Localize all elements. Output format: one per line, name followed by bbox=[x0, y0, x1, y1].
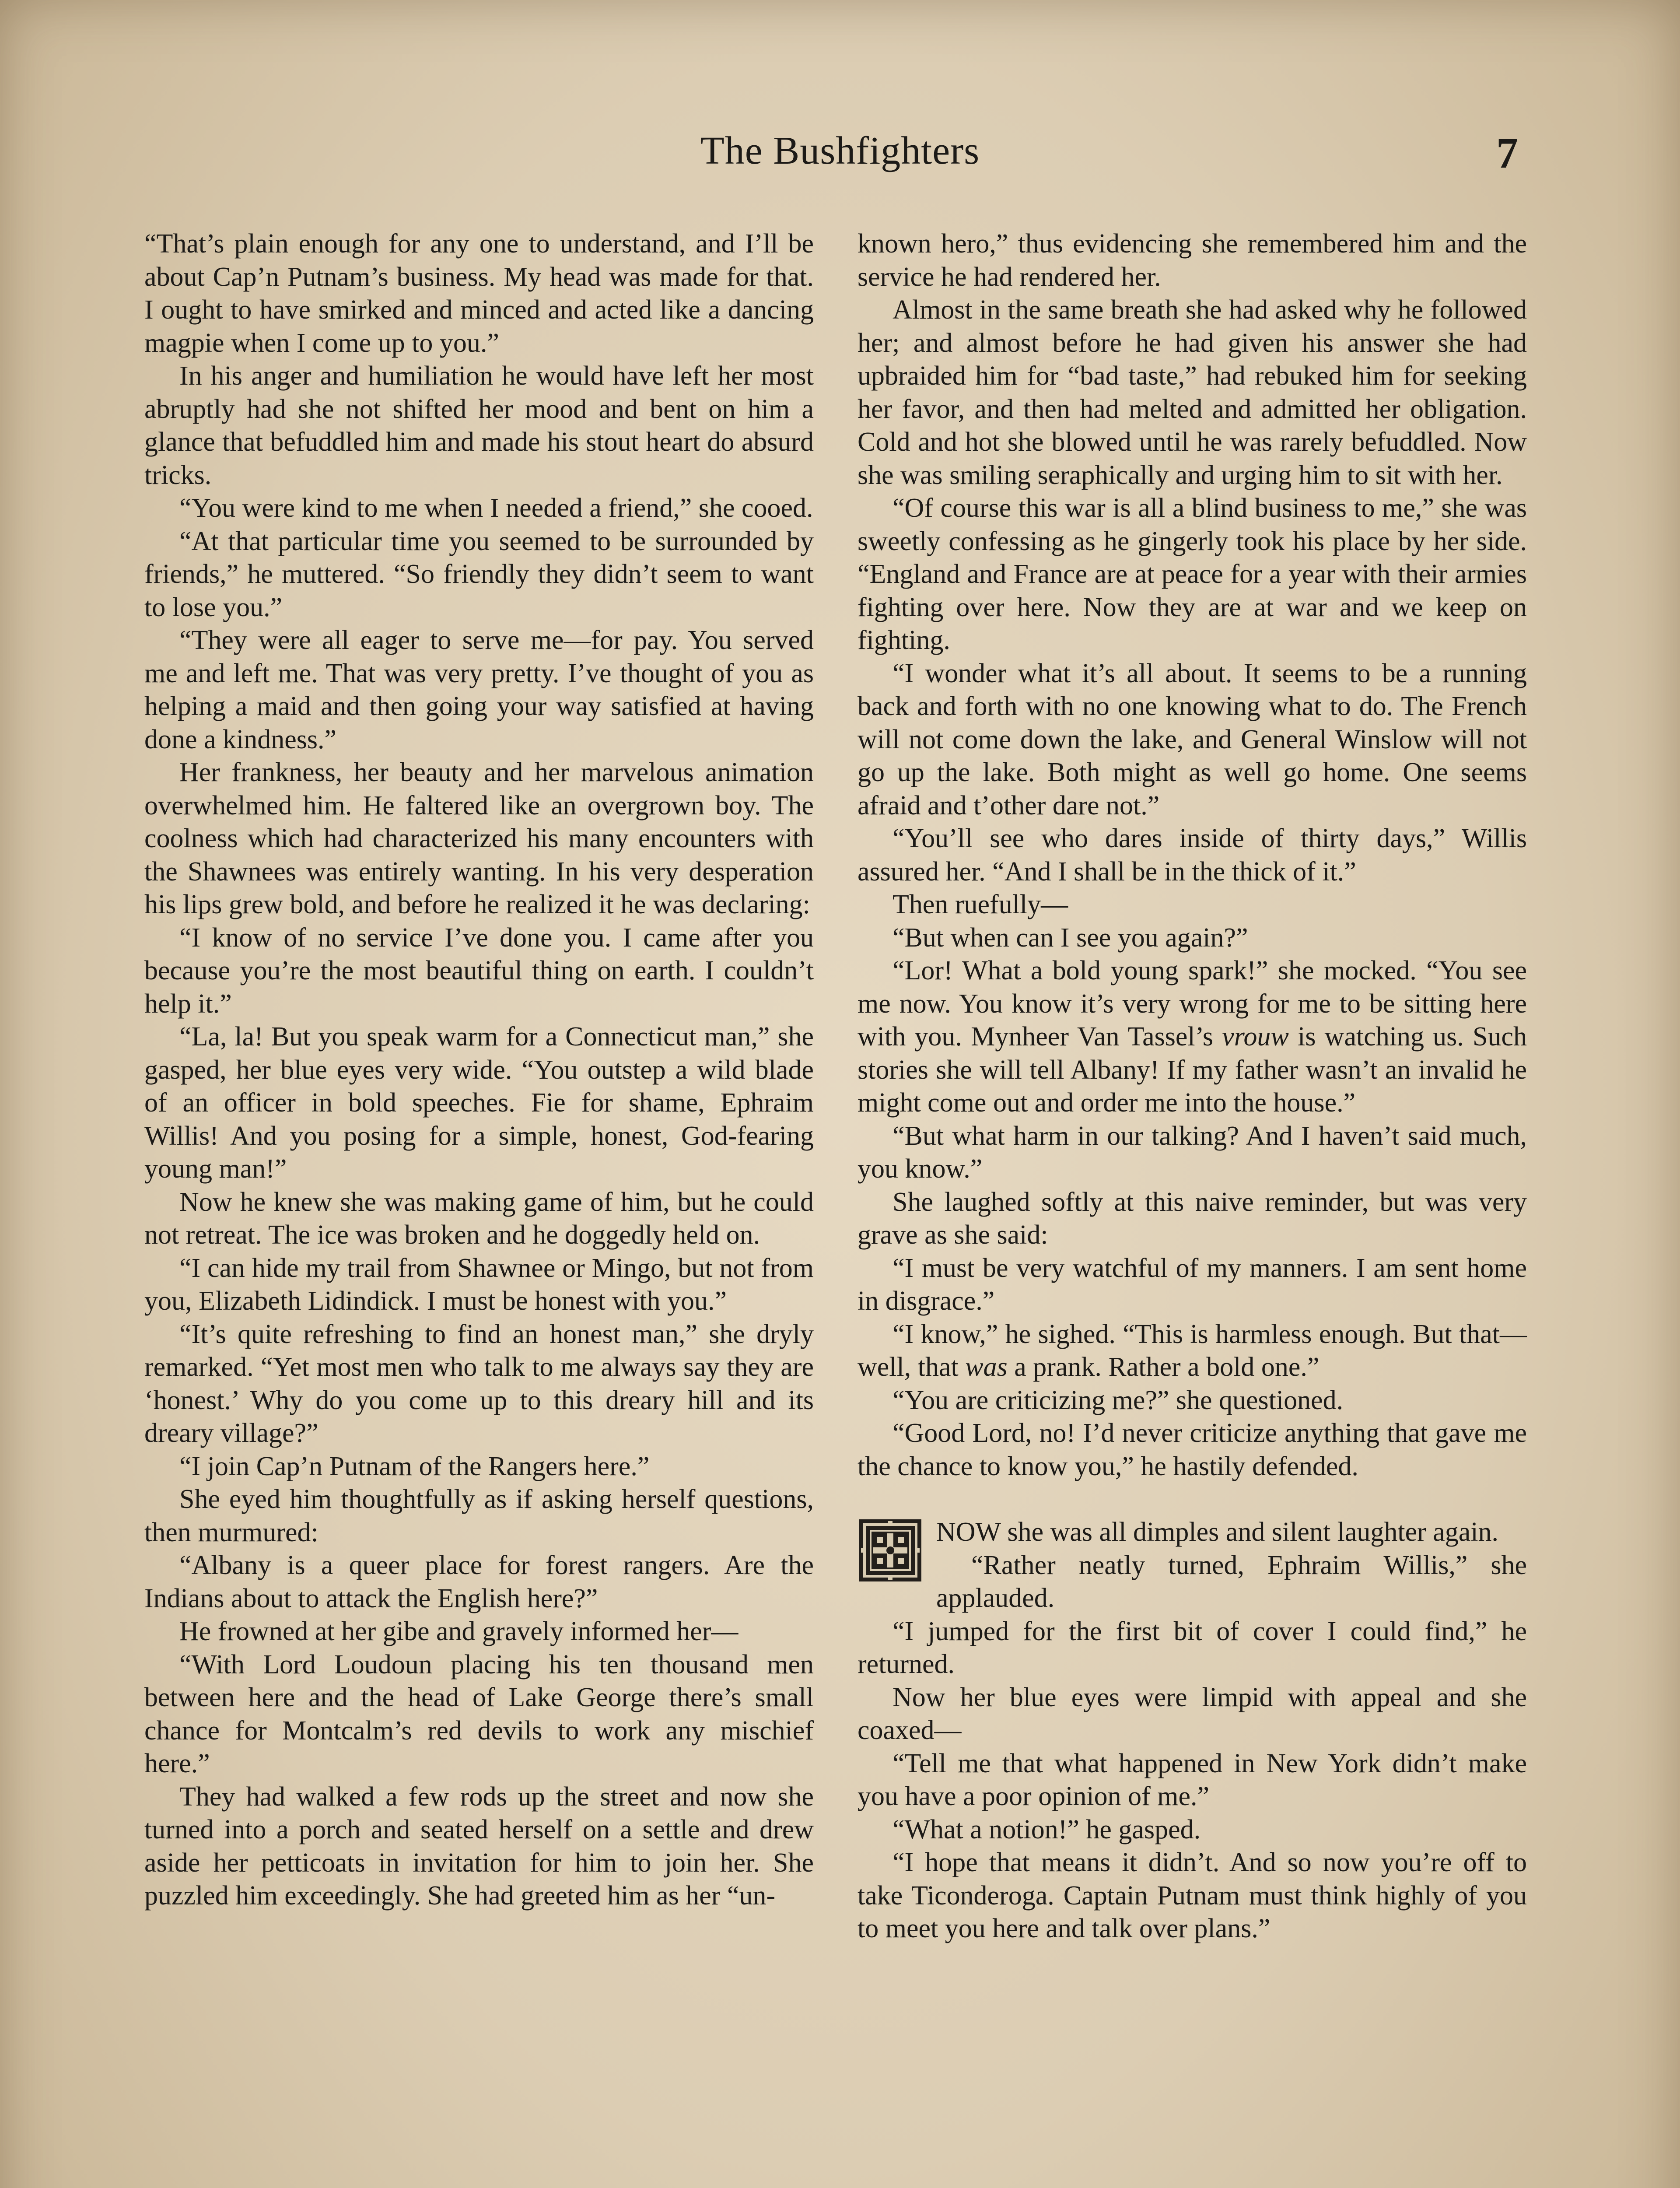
paragraph: “I wonder what it’s all about. It seems to be a running back and forth with no one knowing what to do. The French will not come down the lake, and General Winslow will not go up the lake. Both might as well go home. One seems afraid and t’other dare not.” bbox=[858, 658, 1527, 820]
paragraph bbox=[858, 954, 1527, 1120]
paragraph: “Rather neatly turned, Ephraim Willis,” she applauded. bbox=[936, 1550, 1527, 1613]
paragraph: “I hope that means it didn’t. And so now you’re off to take Ticonderoga. Captain Putnam must think highly of you to meet you here and talk over plans.” bbox=[858, 1848, 1527, 1943]
paragraph: “You’ll see who dares inside of thirty days,” Willis assured her. “And I shall be in the thick of it.” bbox=[858, 824, 1527, 887]
paragraph: “But what harm in our talking? And I haven’t said much, you know.” bbox=[858, 1121, 1527, 1184]
paragraph: “I can hide my trail from Shawnee or Mingo, but not from you, Elizabeth Lidindick. I must be honest with you.” bbox=[144, 1253, 814, 1316]
paragraph: “You were kind to me when I needed a friend,” she cooed. bbox=[179, 493, 813, 523]
paragraph: known hero,” thus evidencing she remembered him and the service he had rendered her. bbox=[858, 229, 1527, 292]
paragraph: “At that particular time you seemed to be surrounded by friends,” he muttered. “So friendly they didn’t seem to want to lose you.” bbox=[144, 526, 814, 622]
text-run: is watching us. Such stories she will tell Albany! If my father wasn’t an invalid he might come out and order me into the house.” bbox=[858, 1022, 1527, 1118]
paragraph: “That’s plain enough for any one to understand, and I’ll be about Cap’n Putnam’s business. My head was made for that. I ought to have smirked and minced and acted like a dancing magpie when I come up to you.” bbox=[144, 229, 814, 358]
paragraph: She laughed softly at this naive reminder, but was very grave as she said: bbox=[858, 1187, 1527, 1250]
paragraph: Then ruefully— bbox=[892, 890, 1068, 919]
paragraph: They had walked a few rods up the street and now she turned into a porch and seated herself on a settle and drew aside her petticoats in invitation for him to join her. She puzzled him exceedingly. She had greeted him as her “un- bbox=[144, 1781, 814, 1911]
paragraph: In his anger and humiliation he would have left her most abruptly had she not shifted her mood and bent on him a glance that befuddled him and made his stout heart do absurd tricks. bbox=[144, 361, 814, 490]
paragraph: Now he knew she was making game of him, but he could not retreat. The ice was broken and he doggedly held on. bbox=[144, 1187, 814, 1250]
paragraph: Now her blue eyes were limpid with appeal and she coaxed— bbox=[858, 1682, 1527, 1745]
paragraph: “I must be very watchful of my manners. I am sent home in disgrace.” bbox=[858, 1253, 1527, 1316]
paragraph: “Tell me that what happened in New York didn’t make you have a poor opinion of me.” bbox=[858, 1748, 1527, 1811]
paragraph: “It’s quite refreshing to find an honest man,” she dryly remarked. “Yet most men who talk to me always say they are ‘honest.’ Why do you come up to this dreary hill and its dreary village?” bbox=[144, 1319, 814, 1448]
paragraph: Almost in the same breath she had asked why he followed her; and almost before he had given his answer she had upbraided him for “bad taste,” had rebuked him for seeking her favor, and then had melted and admitted her obligation. Cold and hot she blowed until he was rarely befuddled. Now she was smiling seraphically and urging him to sit with her. bbox=[858, 295, 1527, 490]
paragraph: “They were all eager to serve me—for pay. You served me and left me. That was very pretty. I’ve thought of you as helping a maid and then going your way satisfied at having done a kindness.” bbox=[144, 625, 814, 754]
paragraph: “I join Cap’n Putnam of the Rangers here.” bbox=[179, 1451, 650, 1481]
paragraph: “I know of no service I’ve done you. I came after you because you’re the most beautiful thing on earth. I couldn’t help it.” bbox=[144, 922, 814, 1019]
paragraph: “Albany is a queer place for forest rangers. Are the Indians about to attack the English here?” bbox=[144, 1550, 814, 1613]
left-text-column bbox=[144, 228, 814, 1913]
paragraph: “Good Lord, no! I’d never criticize anything that gave me the chance to know you,” he hastily defended. bbox=[858, 1418, 1527, 1481]
right-text-column bbox=[858, 228, 1527, 1946]
paragraph: He frowned at her gibe and gravely informed her— bbox=[179, 1616, 738, 1646]
paragraph: “La, la! But you speak warm for a Connecticut man,” she gasped, her blue eyes very wide. “You outstep a wild blade of an officer in bold speeches. Fie for shame, Ephraim Willis! And you posing for a simple, honest, God-fearing young man!” bbox=[144, 1022, 814, 1184]
paragraph: “What a notion!” he gasped. bbox=[892, 1814, 1201, 1844]
paragraph: Her frankness, her beauty and her marvelous animation overwhelmed him. He faltered like an overgrown boy. The coolness which had characterized his many encounters with the Shawnees was entirely wanting. In his very desperation his lips grew bold, and before he realized it he was declaring: bbox=[144, 757, 814, 919]
section-break-text: NOW she was all dimples and silent laughter again. bbox=[936, 1517, 1499, 1547]
paragraph: “But when can I see you again?” bbox=[892, 922, 1248, 953]
text-run: “Lor! What a bold young spark!” she mocked. “You see me now. You know it’s very wrong for me to be sitting here with you. Mynheer Van Tassel’s bbox=[858, 956, 1527, 1052]
text-run: a prank. Rather a bold one.” bbox=[1007, 1352, 1320, 1382]
paragraph: She eyed him thoughtfully as if asking herself questions, then murmured: bbox=[144, 1484, 814, 1547]
running-title: The Bushfighters bbox=[700, 129, 980, 172]
paragraph: “Of course this war is all a blind business to me,” she was sweetly confessing as he gingerly took his place by her side. “England and France are at peace for a year with their armies fighting over here. Now they are at war and we keep on fighting. bbox=[858, 493, 1527, 655]
decorative-block-ornament-icon bbox=[858, 1518, 923, 1583]
paragraph: “I jumped for the first bit of cover I could find,” he returned. bbox=[858, 1616, 1527, 1679]
italic-word: was bbox=[965, 1352, 1008, 1382]
paragraph: “You are criticizing me?” she questioned. bbox=[892, 1385, 1344, 1415]
italic-word: vrouw bbox=[1222, 1022, 1289, 1052]
section-break-paragraph bbox=[858, 1516, 1527, 1549]
text-run: “I know,” he sighed. “This is harmless enough. But that—well, that bbox=[858, 1319, 1527, 1382]
page-number: 7 bbox=[1496, 129, 1518, 177]
paragraph bbox=[858, 1318, 1527, 1384]
paragraph: “With Lord Loudoun placing his ten thousand men between here and the head of Lake George there’s small chance for Montcalm’s red devils to work any mischief here.” bbox=[144, 1649, 814, 1778]
